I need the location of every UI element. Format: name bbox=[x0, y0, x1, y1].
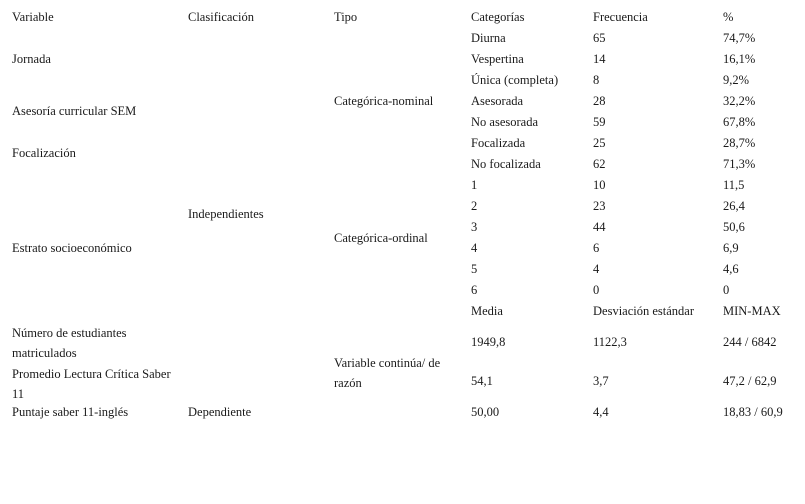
tipo-continua: Variable continúa/ de razón bbox=[334, 356, 441, 390]
header-frecuencia: Frecuencia bbox=[593, 10, 648, 24]
porcentaje-cell: 28,7% bbox=[723, 136, 756, 150]
variable-estrato: Estrato socioeconómico bbox=[12, 241, 132, 255]
frecuencia-cell: 44 bbox=[593, 220, 606, 234]
header-categorias: Categorías bbox=[471, 10, 525, 24]
categoria-cell: 1 bbox=[471, 178, 478, 192]
porcentaje-cell: 74,7% bbox=[723, 31, 756, 45]
desviacion-puntaje-ingles: 4,4 bbox=[593, 405, 609, 419]
variable-promedio-lectura: Promedio Lectura Crítica Saber 11 bbox=[12, 367, 171, 401]
categoria-cell: No asesorada bbox=[471, 115, 538, 129]
categoria-cell: 5 bbox=[471, 262, 478, 276]
categoria-cell: Vespertina bbox=[471, 52, 524, 66]
categoria-cell: 3 bbox=[471, 220, 478, 234]
porcentaje-cell: 0 bbox=[723, 283, 730, 297]
frecuencia-cell: 8 bbox=[593, 73, 600, 87]
subheader-desviacion: Desviación estándar bbox=[593, 304, 695, 318]
variable-asesoria: Asesoría curricular SEM bbox=[12, 104, 137, 118]
frecuencia-cell: 10 bbox=[593, 178, 606, 192]
porcentaje-cell: 67,8% bbox=[723, 115, 756, 129]
minmax-puntaje-ingles: 18,83 / 60,9 bbox=[723, 405, 783, 419]
porcentaje-cell: 9,2% bbox=[723, 73, 750, 87]
frecuencia-cell: 23 bbox=[593, 199, 606, 213]
header-variable: Variable bbox=[12, 10, 54, 24]
categoria-cell: 6 bbox=[471, 283, 478, 297]
frecuencia-cell: 62 bbox=[593, 157, 606, 171]
minmax-promedio-lectura: 47,2 / 62,9 bbox=[723, 374, 777, 388]
media-puntaje-ingles: 50,00 bbox=[471, 405, 500, 419]
categoria-cell: Asesorada bbox=[471, 94, 524, 108]
frecuencia-cell: 59 bbox=[593, 115, 606, 129]
tipo-nominal: Categórica-nominal bbox=[334, 94, 434, 108]
media-promedio-lectura: 54,1 bbox=[471, 374, 493, 388]
variable-focalizacion: Focalización bbox=[12, 146, 76, 160]
categoria-cell: Focalizada bbox=[471, 136, 526, 150]
porcentaje-cell: 26,4 bbox=[723, 199, 745, 213]
frecuencia-cell: 14 bbox=[593, 52, 606, 66]
categoria-cell: 2 bbox=[471, 199, 478, 213]
categoria-cell: 4 bbox=[471, 241, 478, 255]
porcentaje-cell: 11,5 bbox=[723, 178, 745, 192]
variable-jornada: Jornada bbox=[12, 52, 51, 66]
frecuencia-cell: 65 bbox=[593, 31, 606, 45]
desviacion-promedio-lectura: 3,7 bbox=[593, 374, 609, 388]
categoria-cell: No focalizada bbox=[471, 157, 541, 171]
clasificacion-dependiente: Dependiente bbox=[188, 405, 252, 419]
porcentaje-cell: 32,2% bbox=[723, 94, 756, 108]
porcentaje-cell: 71,3% bbox=[723, 157, 756, 171]
subheader-minmax: MIN-MAX bbox=[723, 304, 781, 318]
minmax-numero-estudiantes: 244 / 6842 bbox=[723, 335, 777, 349]
frecuencia-cell: 0 bbox=[593, 283, 600, 297]
frecuencia-cell: 25 bbox=[593, 136, 606, 150]
header-clasificacion: Clasificación bbox=[188, 10, 254, 24]
frecuencia-cell: 4 bbox=[593, 262, 600, 276]
clasificacion-independientes: Independientes bbox=[188, 207, 264, 221]
subheader-media: Media bbox=[471, 304, 503, 318]
frecuencia-cell: 6 bbox=[593, 241, 600, 255]
media-numero-estudiantes: 1949,8 bbox=[471, 335, 506, 349]
tipo-ordinal: Categórica-ordinal bbox=[334, 231, 428, 245]
categoria-cell: Única (completa) bbox=[471, 73, 559, 87]
frecuencia-cell: 28 bbox=[593, 94, 606, 108]
variable-puntaje-ingles: Puntaje saber 11-inglés bbox=[12, 405, 129, 419]
desviacion-numero-estudiantes: 1122,3 bbox=[593, 335, 627, 349]
header-porcentaje: % bbox=[723, 10, 734, 24]
porcentaje-cell: 50,6 bbox=[723, 220, 745, 234]
porcentaje-cell: 16,1% bbox=[723, 52, 756, 66]
header-tipo: Tipo bbox=[334, 10, 358, 24]
variable-numero-estudiantes: Número de estudiantes matriculados bbox=[12, 326, 127, 360]
categoria-cell: Diurna bbox=[471, 31, 506, 45]
porcentaje-cell: 6,9 bbox=[723, 241, 739, 255]
porcentaje-cell: 4,6 bbox=[723, 262, 739, 276]
